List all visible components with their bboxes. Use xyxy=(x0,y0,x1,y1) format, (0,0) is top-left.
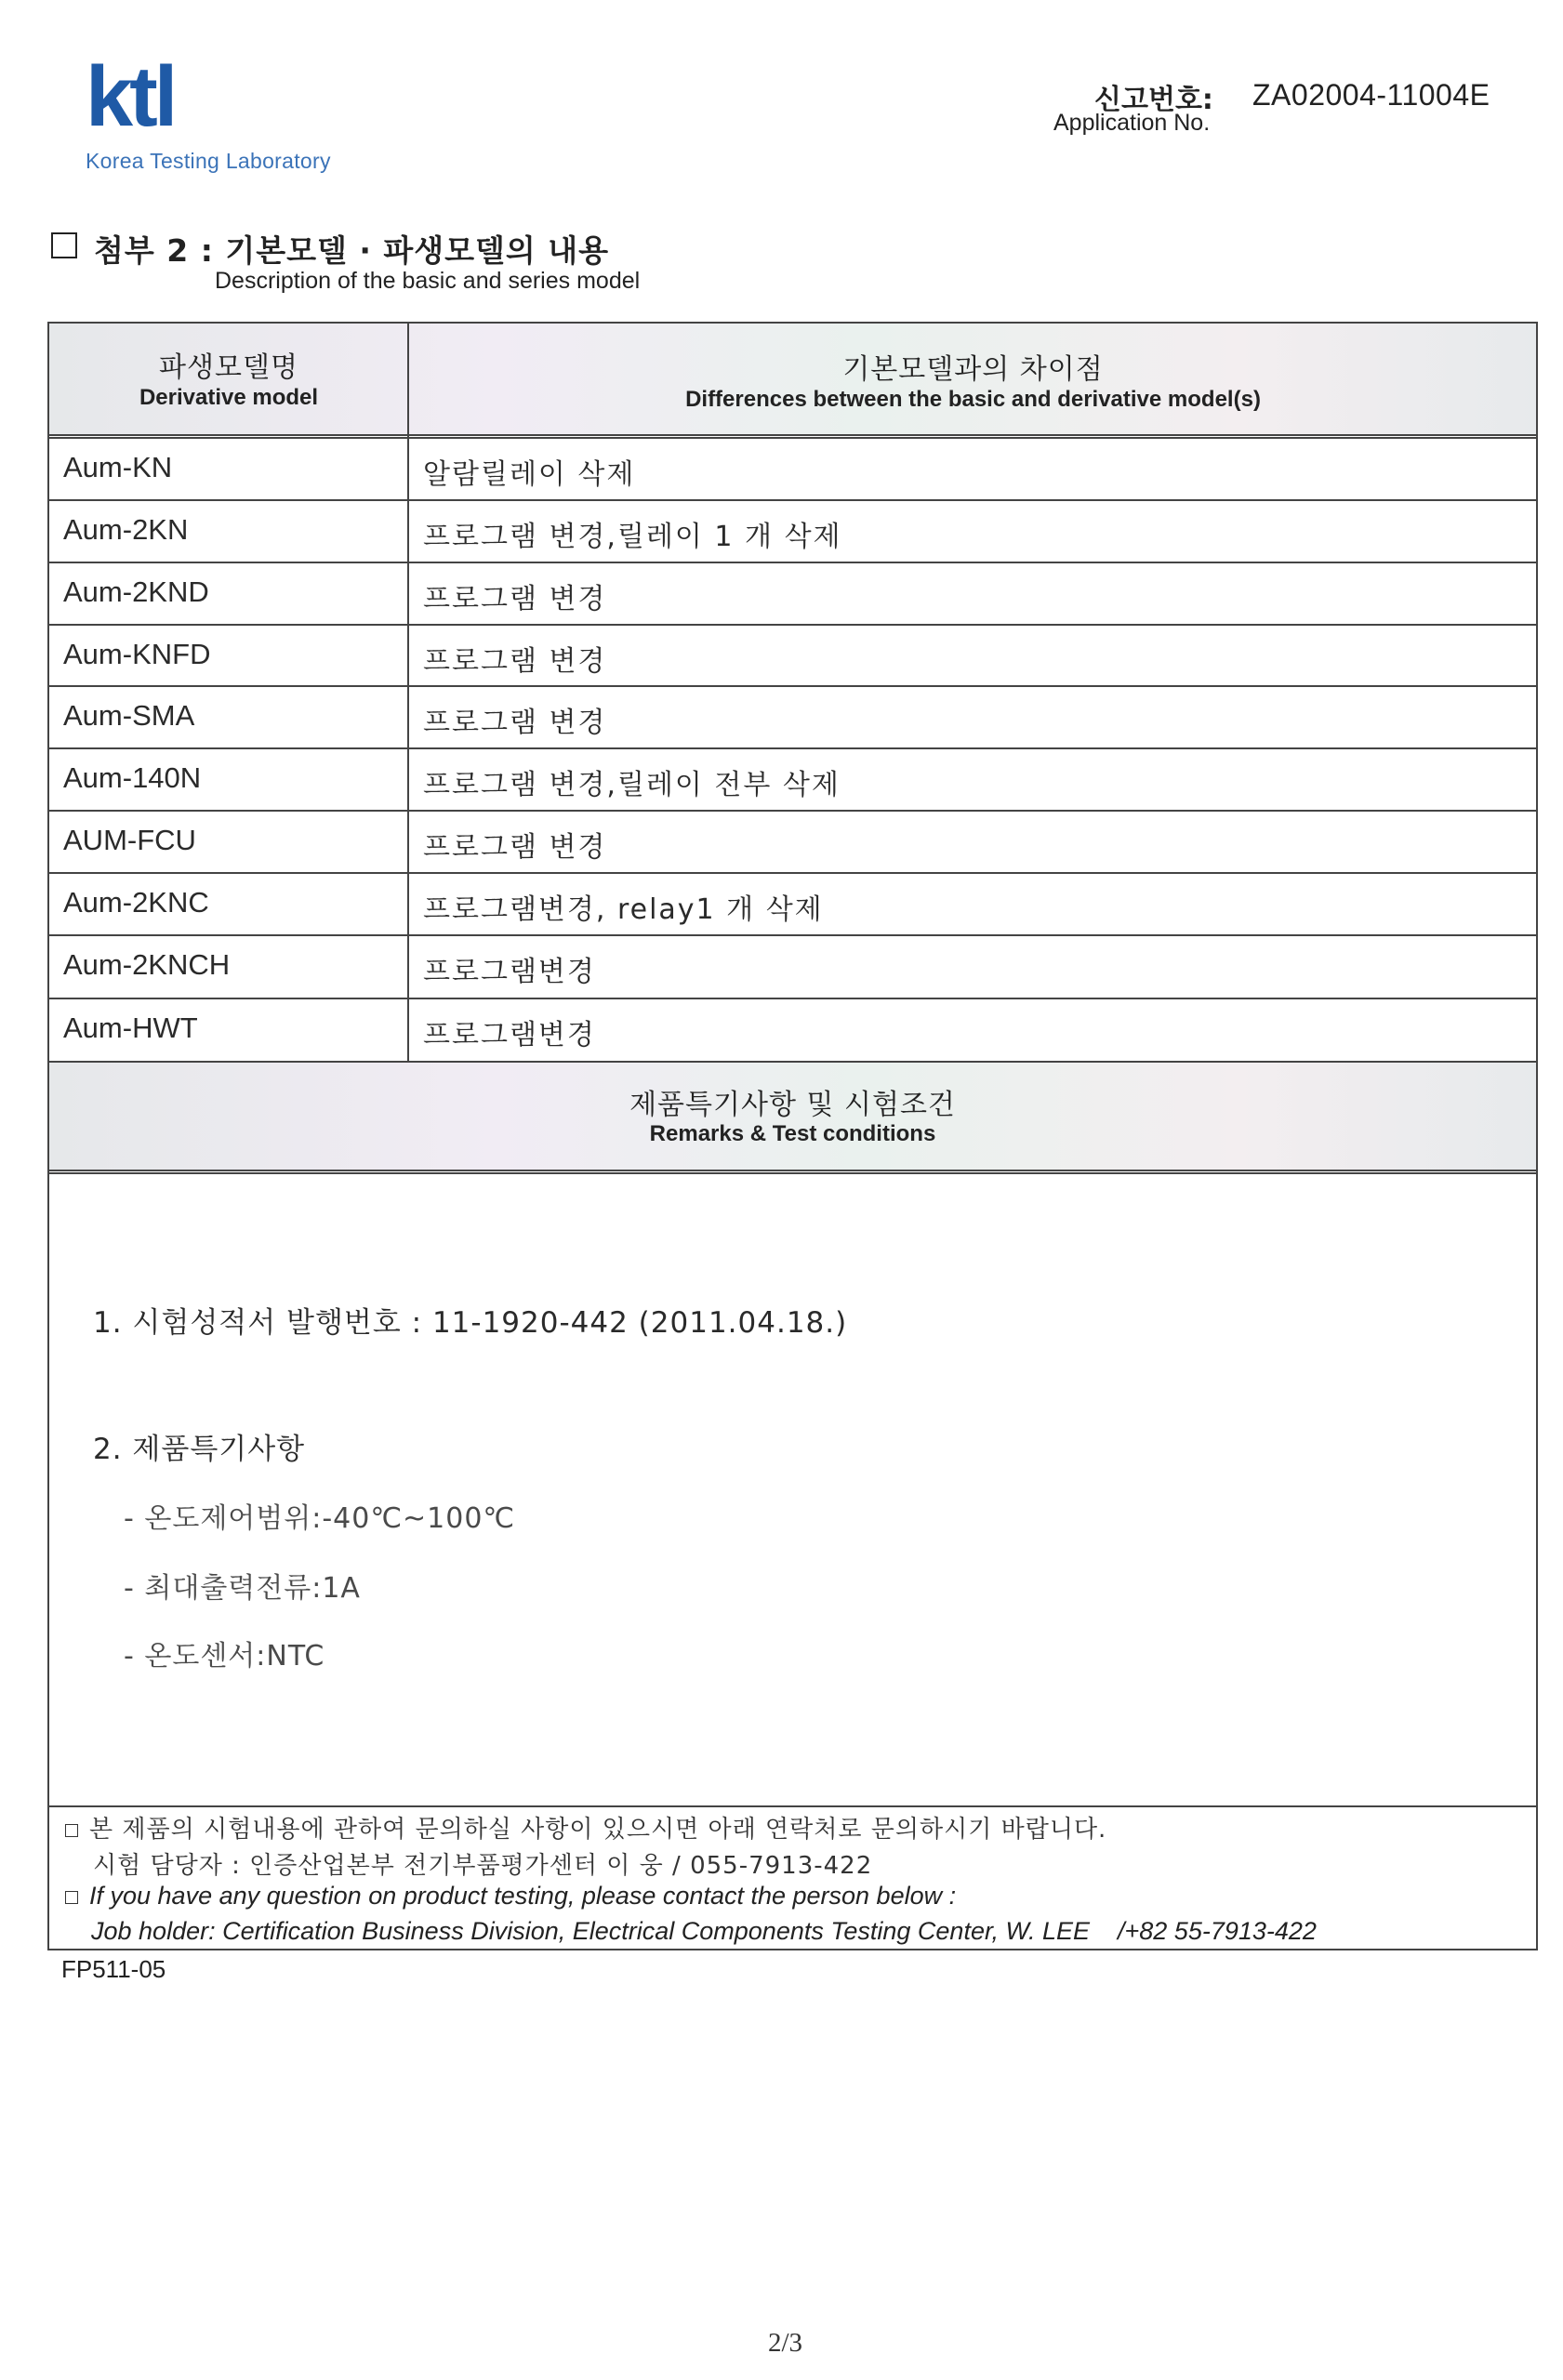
checkbox-square-icon xyxy=(51,232,77,258)
table-row-model: Aum-140N xyxy=(63,761,202,794)
table-row-model: Aum-SMA xyxy=(63,699,195,732)
table-row-model: Aum-2KND xyxy=(63,575,209,608)
remark-item-1: 1. 시험성적서 발행번호 : 11-1920-442 (2011.04.18.) xyxy=(93,1306,848,1340)
table-row-model: Aum-2KNCH xyxy=(63,948,231,981)
remark-sub-item: - 온도제어범위:-40℃~100℃ xyxy=(124,1502,516,1535)
application-label-en: Application No. xyxy=(1053,110,1211,136)
col2-header-ko: 기본모델과의 차이점 xyxy=(842,353,1104,386)
contact-en-line2: Job holder: Certification Business Division, Electrical Components Testing Center, W. LEE /+82 55-7913-422 xyxy=(91,1917,1317,1945)
col2-header-en: Differences between the basic and derivative model(s) xyxy=(685,387,1261,412)
row-divider xyxy=(49,685,1536,687)
row-divider xyxy=(49,747,1536,749)
remarks-header-ko: 제품특기사항 및 시험조건 xyxy=(629,1089,956,1121)
row-divider xyxy=(49,624,1536,626)
remark-sub-item: - 최대출력전류:1A xyxy=(124,1572,361,1605)
table-row-model: Aum-KN xyxy=(63,451,173,483)
row-divider xyxy=(49,998,1536,999)
contact-ko-line1-text: 본 제품의 시험내용에 관하여 문의하실 사항이 있으시면 아래 연락처로 문의하시기 바랍니다. xyxy=(89,1816,1107,1844)
table-row-difference: 프로그램변경, relay1 개 삭제 xyxy=(423,893,824,926)
table-row-difference: 프로그램 변경 xyxy=(423,583,607,615)
remark-sub-item: - 온도센서:NTC xyxy=(124,1640,325,1673)
row-divider xyxy=(49,810,1536,812)
attachment-title-ko: 첨부 2 : 기본모델 · 파생모델의 내용 xyxy=(94,232,610,269)
page-number: 2/3 xyxy=(768,2328,803,2358)
col1-header-en: Derivative model xyxy=(139,385,319,410)
row-divider xyxy=(49,934,1536,936)
table-row-difference: 프로그램 변경,릴레이 전부 삭제 xyxy=(423,769,841,801)
table-row-difference: 알람릴레이 삭제 xyxy=(423,458,636,491)
table-row-model: Aum-KNFD xyxy=(63,638,211,670)
table-row-difference: 프로그램 변경 xyxy=(423,831,607,864)
header-divider xyxy=(49,434,1536,439)
remarks-header-en: Remarks & Test conditions xyxy=(649,1121,936,1146)
contact-ko-line1 xyxy=(65,1810,1106,1844)
table-row-model: AUM-FCU xyxy=(63,824,196,856)
table-row-difference: 프로그램 변경 xyxy=(423,707,607,739)
bullet-square-icon xyxy=(65,1891,78,1904)
table-row-difference: 프로그램 변경,릴레이 1 개 삭제 xyxy=(423,521,842,553)
table-row-model: Aum-2KNC xyxy=(63,886,209,919)
column-divider xyxy=(407,324,409,1063)
row-divider xyxy=(49,872,1536,874)
table-row-model: Aum-2KN xyxy=(63,513,189,546)
contact-ko-line2: 시험 담당자 : 인증산업본부 전기부품평가센터 이 웅 / 055-7913-422 xyxy=(93,1852,873,1880)
row-divider xyxy=(49,499,1536,501)
application-label-ko: 신고번호: xyxy=(1094,84,1213,116)
contact-en-line1 xyxy=(65,1882,956,1911)
row-divider xyxy=(49,562,1536,563)
table-row-difference: 프로그램변경 xyxy=(423,956,596,988)
footer-divider xyxy=(49,1805,1536,1807)
form-number: FP511-05 xyxy=(61,1955,166,1983)
col1-header-ko: 파생모델명 xyxy=(159,351,298,384)
attachment-title-en: Description of the basic and series model xyxy=(215,268,641,294)
bullet-square-icon xyxy=(65,1824,78,1837)
ktl-logo: ktl xyxy=(86,49,175,144)
table-row-model: Aum-HWT xyxy=(63,1012,198,1044)
contact-en-line1-text: If you have any question on product testing, please contact the person below : xyxy=(89,1882,957,1910)
application-number: ZA02004-11004E xyxy=(1252,78,1490,112)
logo-subtitle: Korea Testing Laboratory xyxy=(86,149,331,173)
remarks-divider xyxy=(49,1170,1536,1174)
table-row-difference: 프로그램 변경 xyxy=(423,645,607,678)
remark-item-2: 2. 제품특기사항 xyxy=(93,1433,306,1466)
table-row-difference: 프로그램변경 xyxy=(423,1019,596,1051)
